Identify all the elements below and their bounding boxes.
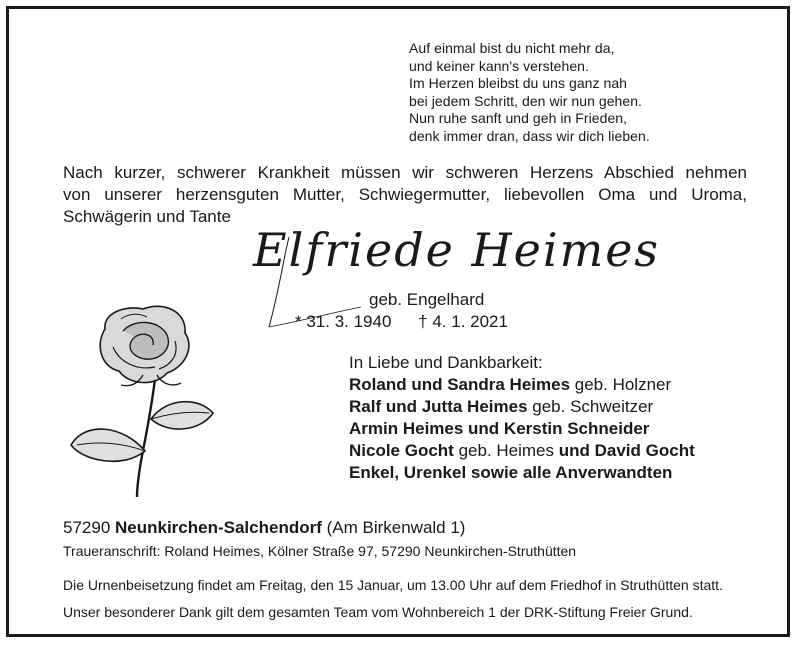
death-date: † 4. 1. 2021 — [418, 312, 508, 331]
family-row — [349, 374, 695, 396]
address-street: (Am Birkenwald 1) — [321, 518, 466, 537]
urn-burial-note: Die Urnenbeisetzung findet am Freitag, den 15 Januar, um 13.00 Uhr auf dem Friedhof in Struthütten statt. — [63, 577, 723, 593]
family-list — [349, 352, 695, 484]
poem-line: bei jedem Schritt, den wir nun gehen. — [409, 92, 642, 109]
family-names: Roland und Sandra Heimes — [349, 375, 571, 394]
poem-line: und keiner kann's verstehen. — [409, 57, 589, 74]
family-nee: geb. Heimes — [453, 441, 559, 460]
family-nee: geb. Schweitzer — [527, 397, 654, 416]
family-row — [349, 418, 695, 440]
rose-icon — [63, 301, 223, 501]
family-names: Ralf und Jutta Heimes — [349, 397, 528, 416]
family-row — [349, 440, 695, 462]
family-heading: In Liebe und Dankbarkeit: — [349, 353, 543, 372]
life-dates — [295, 312, 530, 332]
maiden-name: geb. Engelhard — [369, 290, 485, 309]
intro-line: Schwägerin und Tante — [63, 207, 231, 226]
family-names: und David Gocht — [558, 441, 695, 460]
intro-line: von unserer herzensguten Mutter, Schwiegermutter, liebevollen Oma und Uroma, — [63, 185, 747, 204]
family-row — [349, 462, 695, 484]
mourning-address: Traueranschrift: Roland Heimes, Kölner Straße 97, 57290 Neunkirchen-Struthütten — [63, 543, 577, 559]
deceased-name: Elfriede Heimes — [253, 223, 661, 277]
poem — [409, 40, 650, 145]
obituary-notice — [6, 6, 790, 637]
intro-line: Nach kurzer, schwerer Krankheit müssen wir schweren Herzens Abschied nehmen — [63, 163, 747, 182]
address-zip: 57290 — [63, 518, 115, 537]
address-town: Neunkirchen-Salchendorf — [115, 518, 322, 537]
intro-text — [63, 162, 747, 228]
thanks-note: Unser besonderer Dank gilt dem gesamten Team vom Wohnbereich 1 der DRK-Stiftung Freier Grund. — [63, 604, 693, 620]
family-names: Enkel, Urenkel sowie alle Anverwandten — [349, 463, 673, 482]
family-row — [349, 396, 695, 418]
poem-line: Nun ruhe sanft und geh in Frieden, — [409, 110, 628, 126]
address-line — [63, 518, 465, 538]
family-names: Armin Heimes und Kerstin Schneider — [349, 419, 650, 438]
family-nee: geb. Holzner — [570, 375, 672, 394]
family-names: Nicole Gocht — [349, 441, 454, 460]
poem-line: Im Herzen bleibst du uns ganz nah — [409, 75, 628, 91]
birth-date: * 31. 3. 1940 — [295, 312, 392, 331]
poem-line: Auf einmal bist du nicht mehr da, — [409, 40, 615, 56]
poem-line: denk immer dran, dass wir dich lieben. — [409, 127, 650, 144]
